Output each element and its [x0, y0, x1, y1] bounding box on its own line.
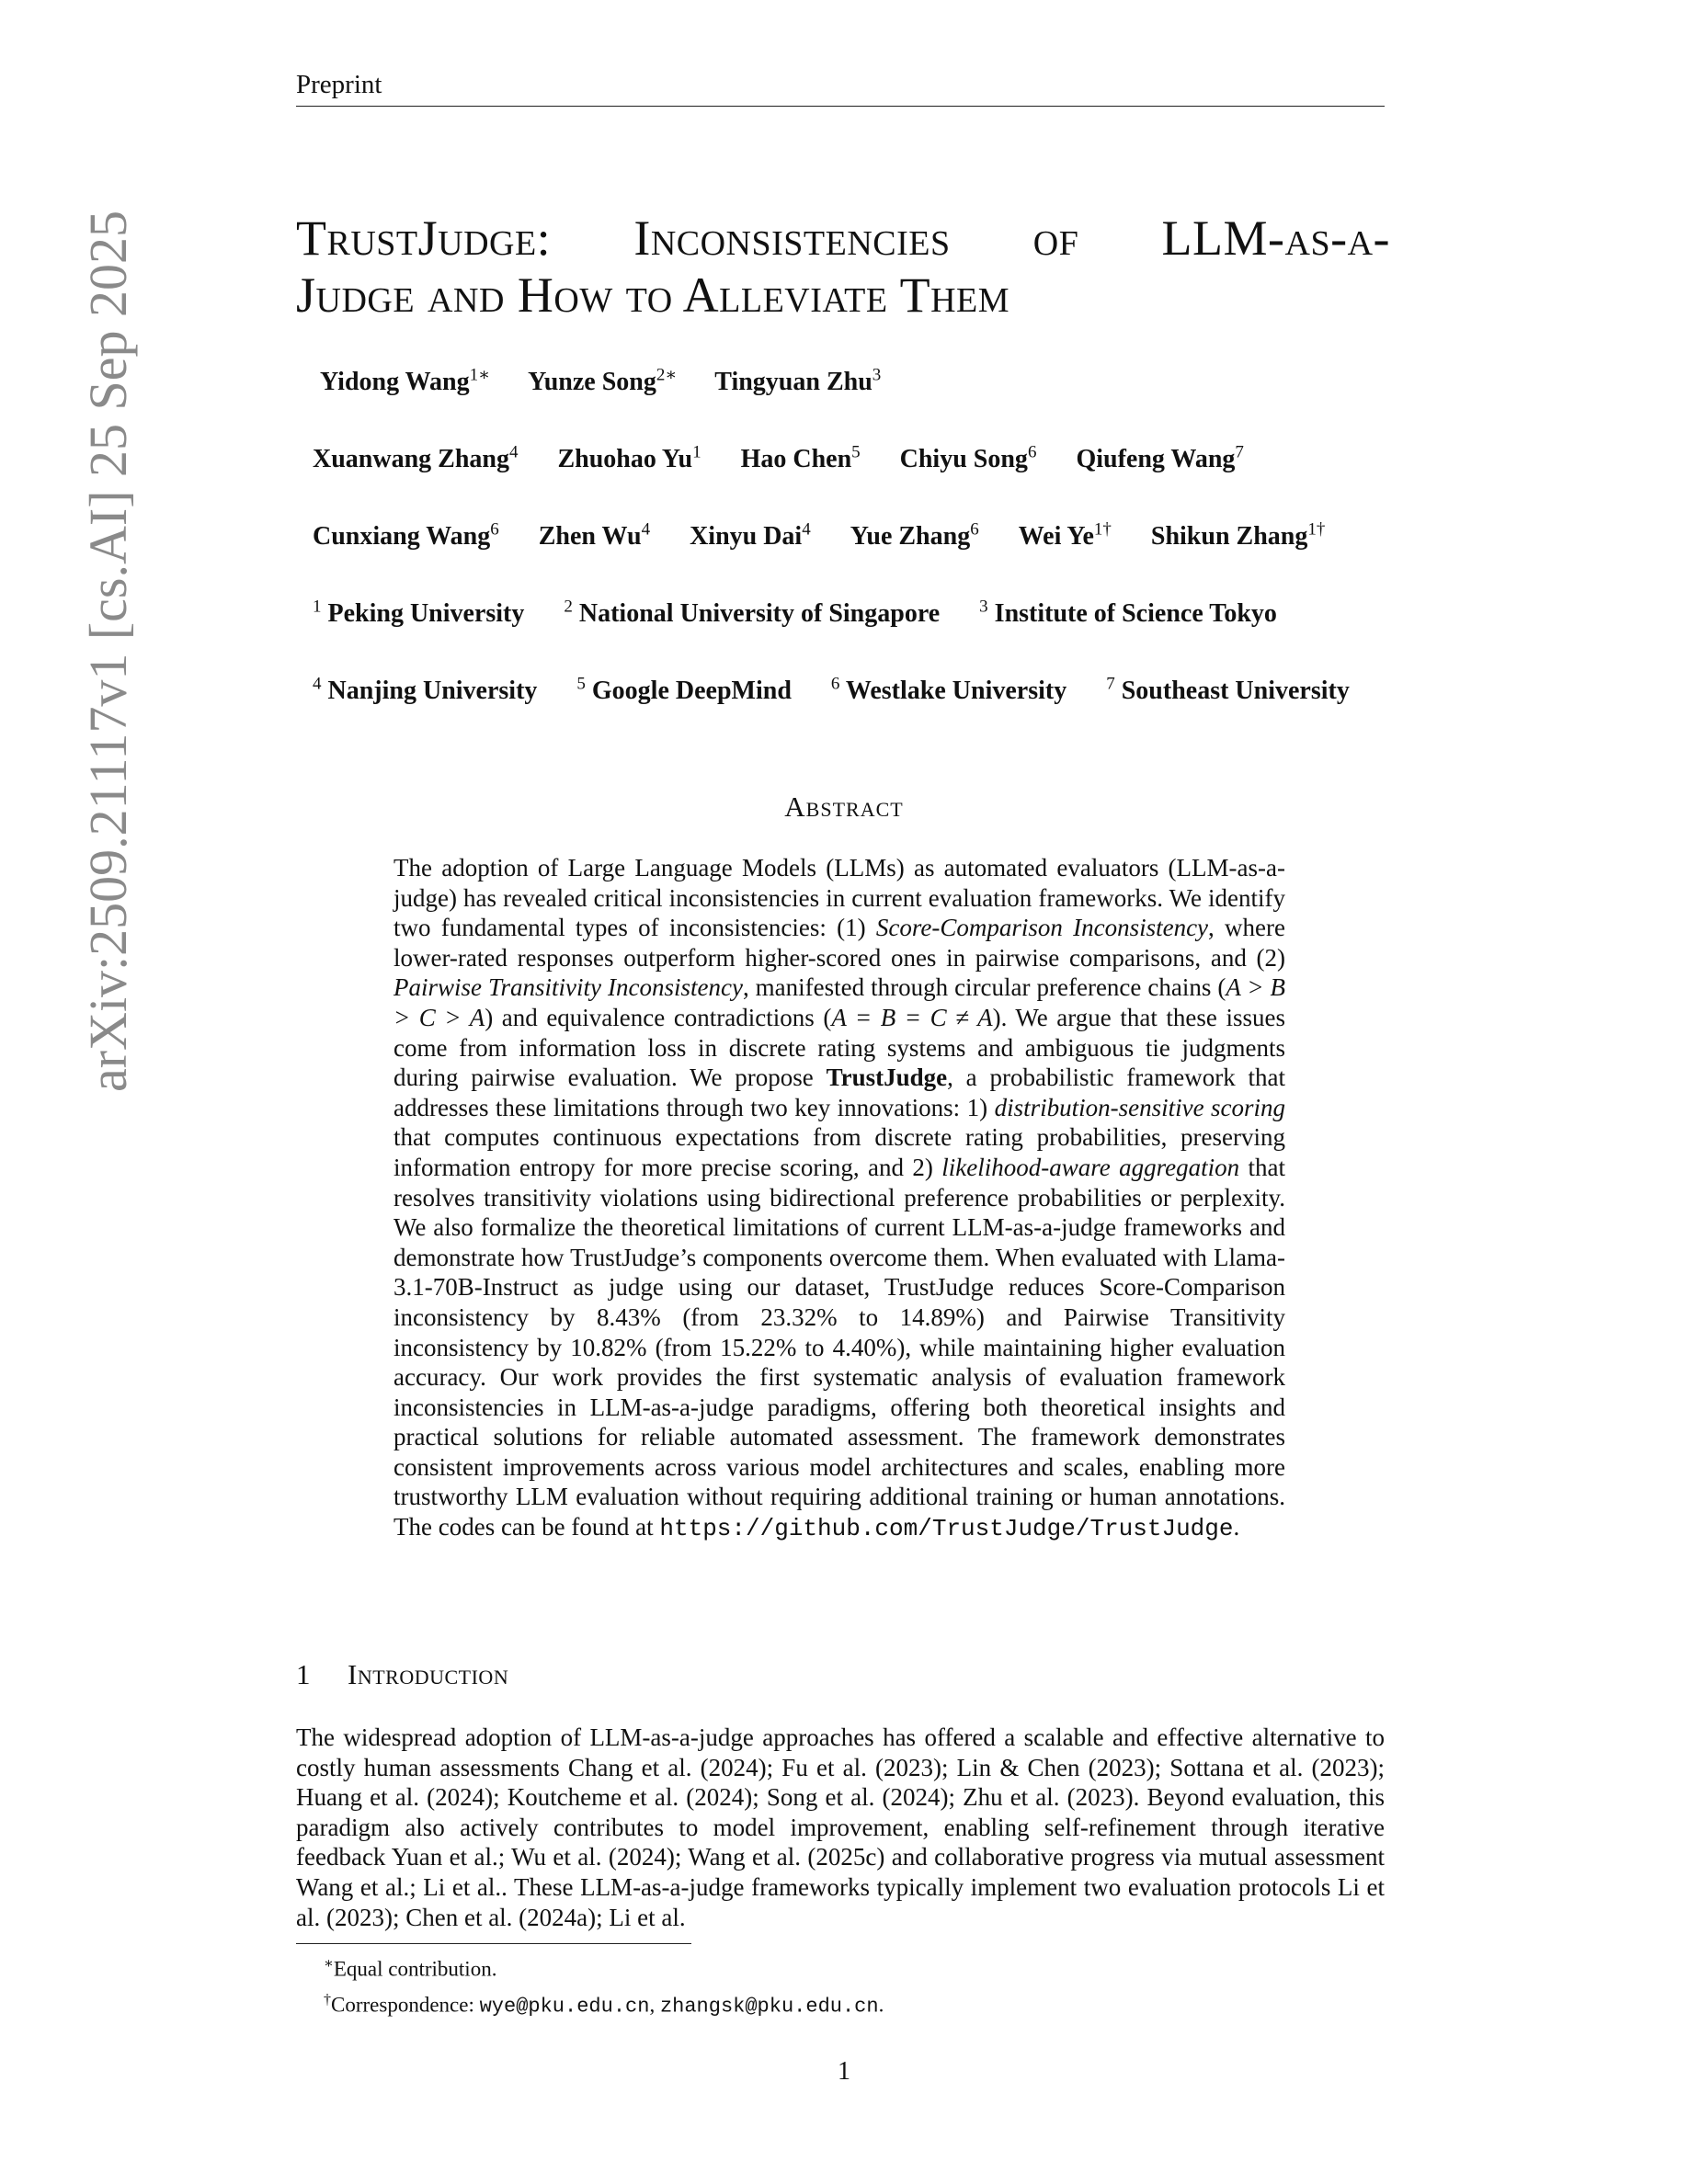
- arxiv-identifier-stamp: arXiv:2509.21117v1 [cs.AI] 25 Sep 2025: [78, 210, 138, 1092]
- code-repo-link[interactable]: https://github.com/TrustJudge/TrustJudge: [659, 1515, 1234, 1543]
- email-link[interactable]: wye@pku.edu.cn: [479, 1995, 650, 2019]
- author: Zhuohao Yu$^1$: [557, 442, 701, 473]
- framework-name: TrustJudge: [826, 1064, 948, 1092]
- author: Wei $Ye^{1\dagger}$: [1018, 519, 1112, 551]
- affiliation-row-2: [313, 674, 1350, 706]
- author: Yidong Wang$^{1∗}$: [320, 365, 491, 396]
- author-row-2: [313, 442, 1275, 474]
- affiliation: $^3$ Institute of Science Tokyo: [979, 597, 1277, 628]
- section-number: 1: [296, 1658, 311, 1690]
- abstract-body: The adoption of Large Language Models (LLMs) as automated evaluators (LLM-as-a-judge) has revealed critical inconsistencies in current evaluation frameworks. We identify two fundamental types of inconsistencies: (1) Score-Comparison Inconsistency, where lower-rated responses outperform higher-scored ones in pairwise comparisons, and (2) Pairwise Transitivity Inconsistency, manifested through circular preference chains (A > B > C > A) and equivalence contradictions (A = B = C ≠ A). We argue that these issues come from information loss in discrete rating systems and ambiguous tie judgments during pairwise evaluation. We propose TrustJudge, a probabilistic framework that addresses these limitations through two key innovations: 1) distribution-sensitive scoring that computes continuous expectations from discrete rating probabilities, preserving information entropy for more precise scoring, and 2) likelihood-aware aggregation that resolves transitivity violations using bidirectional preference probabilities or perplexity. We also formalize the theoretical limitations of current LLM-as-a-judge frameworks and demonstrate how TrustJudge’s components overcome them. When evaluated with Llama-3.1-70B-Instruct as judge using our dataset, TrustJudge reduces Score-Comparison inconsistency by 8.43% (from 23.32% to 14.89%) and Pairwise Transitivity inconsistency by 10.82% (from 15.22% to 4.40%), while maintaining higher evaluation accuracy. Our work provides the first systematic analysis of evaluation framework inconsistencies in LLM-as-a-judge paradigms, offering both theoretical insights and practical solutions for reliable automated assessment. The framework demonstrates consistent improvements across various model architectures and scales, enabling more trustworthy LLM evaluation without requiring additional training or human annotations. The codes can be found at https://github.com/TrustJudge/TrustJudge.: [393, 854, 1286, 1543]
- math-equivalence: A = B = C ≠ A: [831, 1003, 993, 1031]
- author: Xinyu Dai$^4$: [690, 519, 811, 551]
- affiliation: $^7$ Southeast University: [1106, 674, 1350, 705]
- author: Tingyuan Zhu$^3$: [714, 365, 882, 396]
- author: Hao Chen$^5$: [740, 442, 861, 473]
- section-title: Introduction: [348, 1658, 509, 1690]
- term-score-comparison: Score-Comparison Inconsistency: [875, 914, 1209, 942]
- footnote-equal-contribution: ∗Equal contribution.: [324, 1956, 497, 1981]
- footnotes: [324, 1949, 884, 2021]
- abstract-heading: Abstract: [784, 791, 904, 823]
- author-row-1: [320, 365, 912, 397]
- term-likelihood-aware: likelihood-aware aggregation: [941, 1153, 1240, 1181]
- author: Cunxiang Wang$^6$: [313, 519, 499, 551]
- author: Qiufeng Wang$^7$: [1076, 442, 1244, 473]
- email-link[interactable]: zhangsk@pku.edu.cn: [659, 1995, 879, 2019]
- author: Yue Zhang$^6$: [850, 519, 979, 551]
- term-pairwise-transitivity: Pairwise Transitivity Inconsistency: [393, 973, 743, 1002]
- term-distribution-sensitive: distribution-sensitive scoring: [994, 1093, 1286, 1121]
- running-header: Preprint: [296, 70, 382, 99]
- author: Yunze Song$^{2∗}$: [528, 365, 678, 396]
- math-circular-chain: A > B > C > A: [393, 973, 1286, 1031]
- affiliation: $^4$ Nanjing University: [313, 674, 538, 705]
- introduction-body: [296, 1723, 1385, 1932]
- footnote-correspondence: †Correspondence: wye@pku.edu.cn, zhangsk@pku.edu.cn.: [324, 1991, 884, 2019]
- author: Chiyu Song$^6$: [899, 442, 1037, 473]
- author: Zhen Wu$^4$: [538, 519, 651, 551]
- author: Shikun Zhang$^{1\dagger}$: [1150, 519, 1326, 551]
- page-number: 1: [838, 2057, 850, 2086]
- paper-title-line-1: TrustJudge: Inconsistencies of LLM-as-a-: [296, 210, 1390, 266]
- affiliation: $^1$ Peking University: [313, 597, 525, 628]
- affiliation: $^6$ Westlake University: [830, 674, 1067, 705]
- affiliation: $^2$ National University of Singapore: [564, 597, 941, 628]
- affiliation-row-1: [313, 599, 1308, 629]
- paper-title: [296, 210, 1390, 324]
- paper-title-line-2: Judge and How to Alleviate Them: [296, 267, 1010, 323]
- section-heading-introduction: [296, 1658, 508, 1691]
- introduction-paragraph: The widespread adoption of LLM-as-a-judge approaches has offered a scalable and effective alternative to costly human assessments Chang et al. (2024); Fu et al. (2023); Lin & Chen (2023); Sottana et al. (2023); Huang et al. (2024); Koutcheme et al. (2024); Song et al. (2024); Zhu et al. (2023). Beyond evaluation, this paradigm also actively contributes to model improvement, enabling self-refinement through iterative feedback Yuan et al.; Wu et al. (2024); Wang et al. (2025c) and collaborative progress via mutual assessment Wang et al.; Li et al.. These LLM-as-a-judge frameworks typically implement two evaluation protocols Li et al. (2023); Chen et al. (2024a); Li et al.: [296, 1723, 1385, 1931]
- author: Xuanwang Zhang$^4$: [313, 442, 519, 473]
- affiliation: $^5$ Google DeepMind: [576, 674, 792, 705]
- header-rule: [296, 106, 1385, 107]
- author-row-3: [313, 519, 1326, 552]
- footnote-rule: [296, 1943, 691, 1944]
